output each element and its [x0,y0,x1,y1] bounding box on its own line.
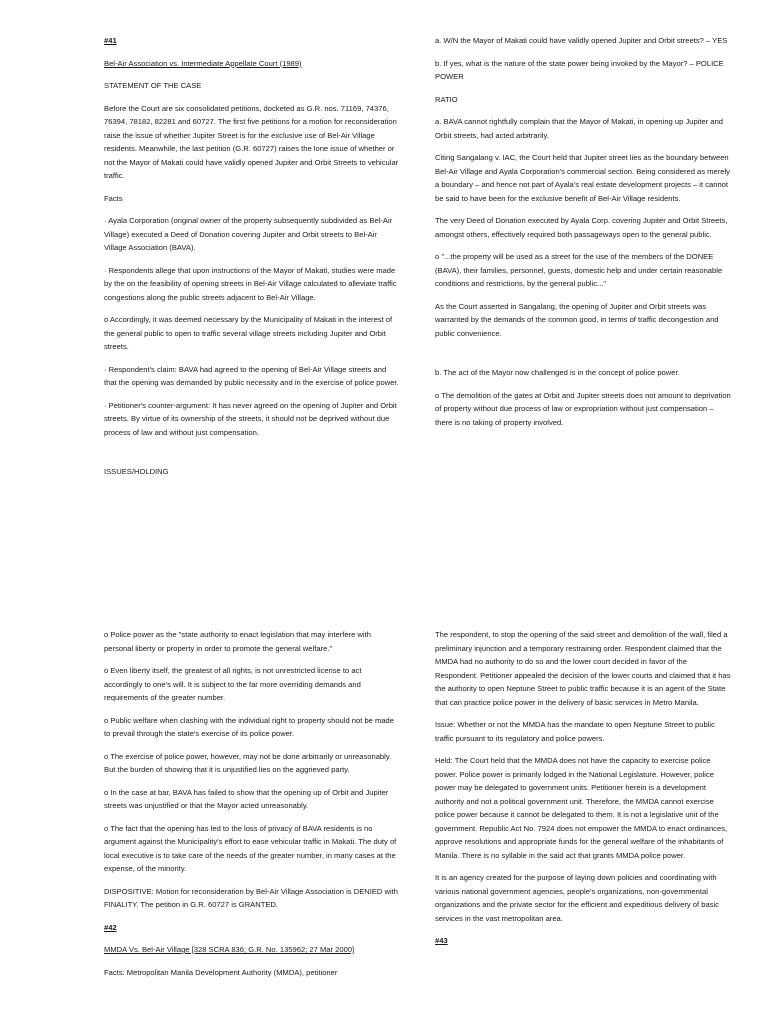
fact-item: · Petitioner's counter-argument: It has never agreed on the opening of Jupiter and Orbit streets. By virtue of its ownership of the streets, it should not be deprived without due process of law and without just compensation. [104,400,397,437]
ratio-paragraph: a. BAVA cannot rightfully complain that the Mayor of Makati, in opening up Jupiter and Orbit streets, had acted arbitrarily. [435,117,724,140]
case-number: #42 [104,922,117,932]
fact-item: · Respondents allege that upon instructions of the Mayor of Makati, studies were made by the on the feasibility of opening streets in Bel-Air Village calculated to alleviate traffic congestions along the public streets adjacent to Bel-Air Village. [104,265,397,302]
section-heading-ratio: RATIO [435,94,458,104]
holding-item: o Public welfare when clashing with the individual right to property should not be made to prevail through the state's exercise of its police power. [104,715,394,738]
page2-right-column [435,628,731,957]
section-heading-issues: ISSUES/HOLDING [104,467,169,476]
section-heading-statement: STATEMENT OF THE CASE [104,81,202,90]
held-paragraph: Held: The Court held that the MMDA does not have the capacity to exercise police power. Police power is primarily lodged in the National Legislature. However, police power may be delegated to government units. Petitioner herein is a development authority and not a political government unit. Therefore, the MMDA cannot exercise police power because it cannot be delegated to them. It is not a legislative unit of the government. Republic Act No. 7924 does not empower the MMDA to enact ordinances, approve resolutions and appropriate funds for the general welfare of the inhabitants of Manila. There is no syllable in the said act that grants MMDA police power. [435,756,728,860]
document-page-2 [0,512,768,1024]
holding-item: o The fact that the opening has led to the loss of privacy of BAVA residents is no argument against the Municipality's effort to ease vehicular traffic in Makati. The duty of local executive is to take care of the needs of the greater number, in many cases at the expense, of the minority. [104,823,397,873]
ratio-paragraph: As the Court asserted in Sangalang, the opening of Jupiter and Orbit streets was warranted by the demands of the common good, in terms of traffic decongestion and public convenience. [435,301,719,338]
fact-item: o Accordingly, it was deemed necessary by the Municipality of Makati in the interest of the general public to open to traffic several village streets including Jupiter and Orbit streets. [104,315,393,351]
case-title: MMDA Vs. Bel-Air Village [328 SCRA 836; G.R. No. 135962; 27 Mar 2000] [104,945,355,954]
ratio-paragraph: b. The act of the Mayor now challenged is in the concept of police power. [435,368,680,377]
statement-paragraph: Before the Court are six consolidated petitions, docketed as G.R. nos. 71169, 74376, 76394, 78182, 82281 and 60727. The first five petitions for a motion for reconsideration raise the issue of whether Jupiter Street is for the exclusive use of Bel-Air Village residents. Meanwhile, the last petition (G.R. 60727) raises the lone issue of whether or not the Mayor of Makati could have validly opened Jupiter and Orbit Streets to vehicular traffic. [104,103,399,180]
facts-paragraph: The respondent, to stop the opening of the said street and demolition of the wall, filed a preliminary injunction and a temporary restraining order. Respondent claimed that the MMDA had no authority to do so and the lower court decided in favor of the Respondent. Petitioner appealed the decision of the lower courts and claimed that it has the authority to open Neptune Street to public traffic because it is an agent of the State that can practice police power in the delivery of basic services in Metro Manila. [435,630,731,707]
ratio-item: o The demolition of the gates at Orbit and Jupiter streets does not amount to deprivation of property without due process of law or expropriation without just compensation – there is no taking of property involved. [435,390,731,427]
issue-item: a. W/N the Mayor of Makati could have validly opened Jupiter and Orbit streets? – YES [435,36,728,45]
agency-paragraph: It is an agency created for the purpose of laying down policies and coordinating with various national government agencies, people's organizations, non-governmental organizations and the private sector for the efficient and expeditious delivery of basic services in the vast metropolitan area. [435,873,719,923]
issue-paragraph: Issue: Whether or not the MMDA has the mandate to open Neptune Street to public traffic pursuant to its regulatory and police powers. [435,720,715,743]
case-title: Bel-Air Association vs. Intermediate Appellate Court (1989) [104,58,302,68]
section-heading-facts: Facts [104,193,123,203]
fact-item: · Respondent's claim: BAVA had agreed to the opening of Bel-Air Village streets and that the opening was demanded by public necessity and in the exercise of police power. [104,364,399,387]
dispositive-paragraph: DISPOSITIVE: Motion for reconsideration by Bel-Air Village Association is DENIED with FINALITY. The petition in G.R. 60727 is GRANTED. [104,886,399,909]
facts-paragraph: Facts: Metropolitan Manila Development Authority (MMDA), petitioner [104,967,338,977]
holding-item: o In the case at bar, BAVA has failed to show that the opening up of Orbit and Jupiter streets was unjustified or that the Mayor acted unreasonably. [104,787,389,810]
holding-item: o Police power as the "state authority to enact legislation that may interfere with personal liberty or property in order to promote the general welfare." [104,630,371,653]
page1-left-column [104,34,400,488]
fact-item: · Ayala Corporation (original owner of the property subsequently subdivided as Bel-Air Village) executed a Deed of Donation covering Jupiter and Orbit streets to Bel-Air Village Association (BAVA). [104,216,393,252]
page2-left-column [104,628,400,988]
case-number: #41 [104,36,117,45]
holding-item: o Even liberty itself, the greatest of all rights, is not unrestricted license to act accordingly to one's will. It is subject to the far more overriding demands and requirements of the greater number. [104,666,362,702]
quote-item: o "...the property will be used as a street for the use of the members of the DONEE (BAVA), their families, personnel, guests, domestic help and under certain reasonable conditions and restrictions, by the general public..." [435,252,723,288]
ratio-paragraph: The very Deed of Donation executed by Ayala Corp. covering Jupiter and Orbit Streets, amongst others, effectively required both passageways open to the general public. [435,216,728,239]
holding-item: o The exercise of police power, however, may not be done arbitrarily or unreasonably. But the burden of showing that it is unjustified lies on the aggrieved party. [104,751,392,774]
ratio-paragraph: Citing Sangalang v. IAC, the Court held that Jupiter street lies as the boundary between Bel-Air Village and Ayala Corporation's commercial section. Being considered as merely a boundary – and hence not part of Ayala's real estate development projects – it cannot be said to have been for the exclusive benefit of Bel-Air Village residents. [435,153,730,203]
issue-item: b. If yes, what is the nature of the state power being invoked by the Mayor? – POLICE POWER [435,58,724,81]
page1-right-column [435,34,731,438]
case-number: #43 [435,936,448,945]
